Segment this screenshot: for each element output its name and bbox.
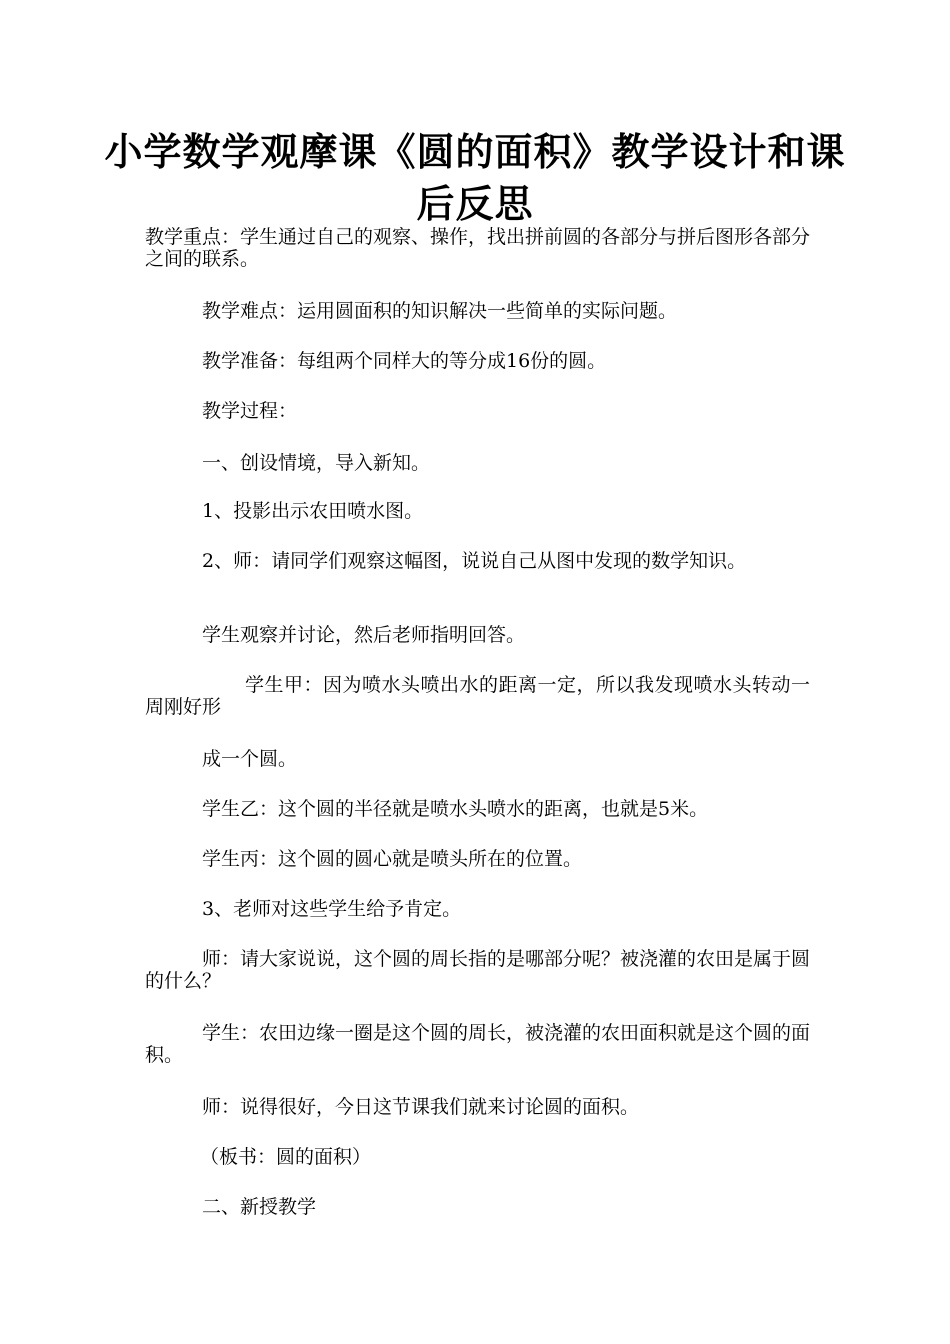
paragraph-process: 教学过程： <box>202 400 298 422</box>
paragraph-student-b: 学生乙：这个圆的半径就是喷水头喷水的距离，也就是5米。 <box>202 798 709 820</box>
paragraph-student-a: 学生甲：因为喷水头喷出水的距离一定，所以我发现喷水头转动一周刚好形 <box>145 674 810 718</box>
paragraph-item-3: 3、老师对这些学生给予肯定。 <box>202 898 462 920</box>
paragraph-student-answer: 学生：农田边缘一圈是这个圆的周长，被浇灌的农田面积就是这个圆的面积。 <box>145 1022 811 1066</box>
paragraph-teacher-praise: 师：说得很好，今日这节课我们就来讨论圆的面积。 <box>202 1096 640 1118</box>
paragraph-teacher-question: 师：请大家说说，这个圆的周长指的是哪部分呢？被浇灌的农田是属于圆的什么？ <box>145 948 811 992</box>
paragraph-student-a-cont: 成一个圆。 <box>202 748 298 770</box>
paragraph-board-note: （板书：圆的面积） <box>200 1146 372 1168</box>
paragraph-item-1: 1、投影出示农田喷水图。 <box>202 500 424 522</box>
paragraph-difficulty: 教学难点：运用圆面积的知识解决一些简单的实际问题。 <box>202 300 678 322</box>
document-title: 小学数学观摩课《圆的面积》教学设计和课后反思 <box>104 129 846 226</box>
paragraph-key-points: 教学重点：学生通过自己的观察、操作，找出拼前圆的各部分与拼后图形各部分之间的联系。 <box>145 226 811 270</box>
paragraph-student-c: 学生丙：这个圆的圆心就是喷头所在的位置。 <box>202 848 583 870</box>
paragraph-section-two: 二、新授教学 <box>202 1196 317 1218</box>
paragraph-item-2: 2、师：请同学们观察这幅图，说说自己从图中发现的数学知识。 <box>202 550 747 572</box>
paragraph-section-one: 一、创设情境，导入新知。 <box>202 452 431 474</box>
paragraph-students-discuss: 学生观察并讨论，然后老师指明回答。 <box>202 624 526 646</box>
paragraph-preparation: 教学准备：每组两个同样大的等分成16份的圆。 <box>202 350 607 372</box>
